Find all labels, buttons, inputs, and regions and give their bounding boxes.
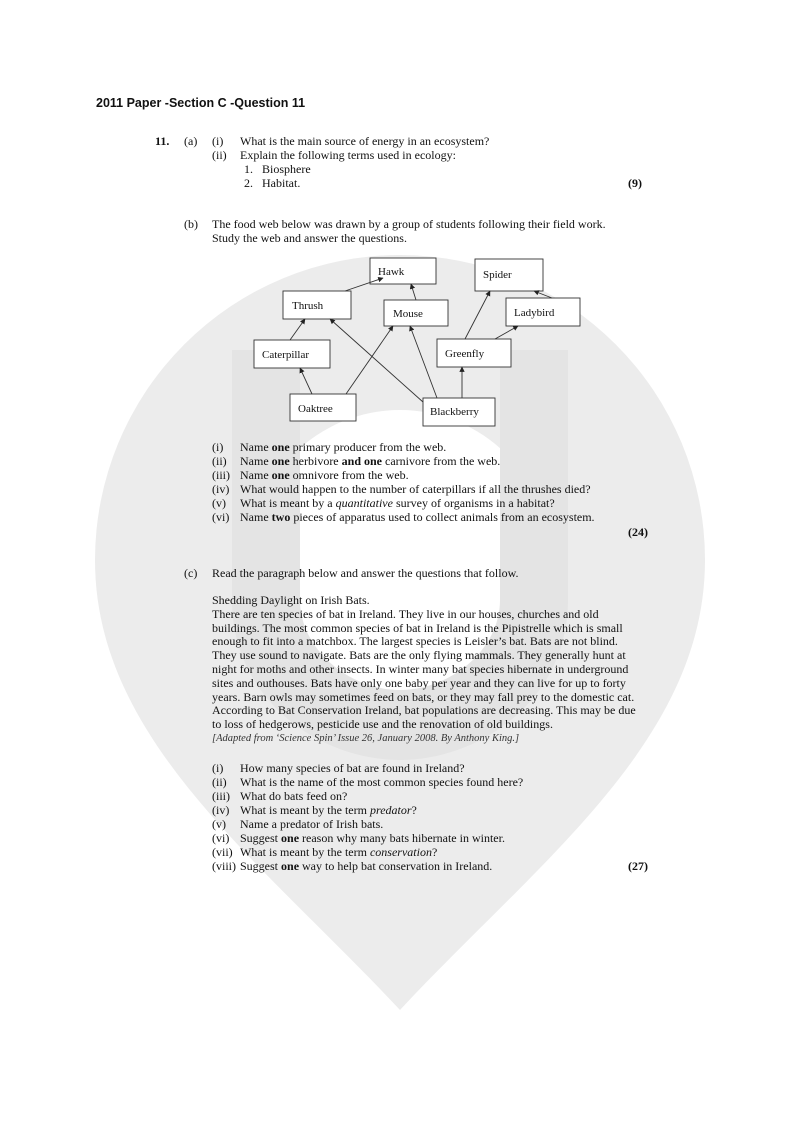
q-text: way to help bat conservation in Ireland. — [299, 859, 493, 873]
q-bold: and one — [341, 454, 382, 468]
arrow-oaktree-mouse — [346, 326, 393, 394]
q-text: Name — [240, 440, 272, 454]
term-num: 2. — [244, 176, 253, 190]
q-text: How many species of bat are found in Ireland? — [240, 761, 465, 775]
term-text: Habitat. — [262, 176, 301, 190]
q-bold: one — [271, 454, 290, 468]
part-c-question — [212, 817, 383, 831]
q-text: What is the name of the most common species found here? — [240, 775, 524, 789]
arrow-thrush-hawk — [345, 278, 383, 291]
node-blackberry: Blackberry — [430, 406, 479, 418]
q-italic: predator — [369, 803, 412, 817]
q-text: Suggest — [240, 859, 282, 873]
q-text: Name — [240, 454, 272, 468]
part-b-intro: Study the web and answer the questions. — [212, 231, 407, 245]
q-num: (iv) — [212, 803, 230, 817]
arrow-ladybird-spider — [534, 291, 552, 298]
arrow-greenfly-ladybird — [495, 326, 518, 339]
q-text: What do bats feed on? — [240, 789, 348, 803]
article-line: According to Bat Conservation Ireland, bat populations are decreasing. This may be due — [212, 703, 636, 718]
part-b-intro: The food web below was drawn by a group of students following their field work. — [212, 217, 606, 231]
part-b-question — [212, 454, 500, 468]
q-num: (iv) — [212, 482, 230, 496]
part-c-question — [212, 831, 505, 845]
q-text: Name a predator of Irish bats. — [240, 817, 384, 831]
q-num: (i) — [212, 440, 224, 454]
article-line: There are ten species of bat in Ireland. They live in our houses, churches and old — [212, 606, 599, 621]
q-num: (iii) — [212, 468, 230, 482]
arrow-blackberry-thrush — [330, 319, 423, 402]
q-num: (ii) — [212, 454, 227, 468]
q-num: (vi) — [212, 831, 230, 845]
node-spider: Spider — [483, 269, 512, 281]
arrow-mouse-hawk — [411, 284, 416, 300]
q-text: What is meant by the term — [240, 803, 370, 817]
part-a-item-num: (ii) — [212, 148, 227, 162]
q-text: pieces of apparatus used to collect animals from an ecosystem. — [290, 510, 595, 524]
part-a-item-num: (i) — [212, 134, 224, 148]
page-header: 2011 Paper -Section C -Question 11 — [96, 96, 306, 110]
part-a-label: (a) — [184, 134, 198, 148]
q-text: herbivore — [289, 454, 342, 468]
part-b-marks: (24) — [628, 525, 648, 539]
q-bold: one — [281, 831, 300, 845]
q-text: Suggest — [240, 831, 282, 845]
node-hawk: Hawk — [378, 266, 405, 278]
q-text: primary producer from the web. — [289, 440, 447, 454]
arrow-caterpillar-thrush — [290, 319, 305, 340]
part-c-label: (c) — [184, 566, 198, 580]
article-line: buildings. The most common species of bat in Ireland is the Pipistrelle which is small — [212, 620, 623, 635]
q-text: survey of organisms in a habitat? — [392, 496, 555, 510]
part-c-question — [212, 845, 437, 859]
part-b-question — [212, 468, 409, 482]
q-text: carnivore from the web. — [382, 454, 501, 468]
q-bold: one — [281, 859, 300, 873]
q-bold: one — [271, 440, 290, 454]
q-num: (v) — [212, 817, 226, 831]
part-c-intro: Read the paragraph below and answer the questions that follow. — [212, 566, 519, 580]
q-num: (viii) — [212, 859, 236, 873]
article-line: sites and outhouses. Bats have only one baby per year and they can live for up to forty — [212, 675, 626, 690]
q-num: (ii) — [212, 775, 227, 789]
food-web-diagram — [250, 254, 590, 434]
bat-article — [212, 594, 652, 746]
article-line: night for moths and other insects. In winter many bat species hibernate in underground — [212, 661, 629, 676]
article-line: enough to fit into a matchbox. The largest species is Leisler’s bat. Bats are not blind. — [212, 634, 618, 649]
term-num: 1. — [244, 162, 253, 176]
q-text: Name — [240, 468, 272, 482]
q-text: What is meant by the term — [240, 845, 370, 859]
node-greenfly: Greenfly — [445, 348, 485, 360]
node-ladybird: Ladybird — [514, 307, 555, 319]
part-c-question — [212, 859, 492, 873]
article-line: to loss of hedgerows, pesticide use and the renovation of old buildings. — [212, 717, 553, 732]
q-text: What would happen to the number of caterpillars if all the thrushes died? — [240, 482, 591, 496]
q-text: reason why many bats hibernate in winter. — [299, 831, 505, 845]
q-bold: two — [271, 510, 291, 524]
q-num: (v) — [212, 496, 226, 510]
q-text: omnivore from the web. — [289, 468, 409, 482]
part-c-question — [212, 761, 465, 775]
q-num: (vii) — [212, 845, 233, 859]
article-line: years. Barn owls may sometimes feed on bats, or they may fall prey to the domestic cat. — [212, 689, 635, 704]
part-b-label: (b) — [184, 217, 198, 231]
q-text: ? — [431, 845, 438, 859]
q-text: ? — [411, 803, 417, 817]
part-c-marks: (27) — [628, 859, 648, 873]
part-a-item-text: What is the main source of energy in an ecosystem? — [240, 134, 490, 148]
q-italic: conservation — [369, 845, 432, 859]
q-bold: one — [271, 468, 290, 482]
part-c-question — [212, 789, 347, 803]
part-a-marks: (9) — [628, 176, 642, 190]
q-num: (vi) — [212, 510, 230, 524]
q-num: (i) — [212, 761, 224, 775]
part-b-question — [212, 440, 446, 454]
part-b-question — [212, 510, 595, 524]
q-italic: quantitative — [335, 496, 393, 510]
arrow-blackberry-mouse — [410, 326, 437, 398]
node-oaktree: Oaktree — [298, 403, 333, 415]
article-source: [Adapted from ‘Science Spin’ Issue 26, January 2008. By Anthony King.] — [212, 732, 520, 744]
node-mouse: Mouse — [393, 308, 423, 320]
part-b-question — [212, 496, 555, 510]
question-number: 11. — [155, 134, 170, 148]
q-num: (iii) — [212, 789, 230, 803]
node-thrush: Thrush — [292, 300, 324, 312]
article-line: They use sound to navigate. Bats are the only flying mammals. They generally hunt at — [212, 648, 626, 663]
arrow-oaktree-caterpillar — [300, 368, 312, 394]
arrow-greenfly-spider — [465, 291, 490, 339]
node-caterpillar: Caterpillar — [262, 349, 310, 361]
q-text: Name — [240, 510, 272, 524]
q-text: What is meant by a — [240, 496, 336, 510]
term-text: Biosphere — [262, 162, 311, 176]
part-b-question — [212, 482, 591, 496]
article-title: Shedding Daylight on Irish Bats. — [212, 593, 370, 607]
part-c-question — [212, 775, 523, 789]
part-c-question — [212, 803, 417, 817]
part-a-item-text: Explain the following terms used in ecology: — [240, 148, 456, 162]
